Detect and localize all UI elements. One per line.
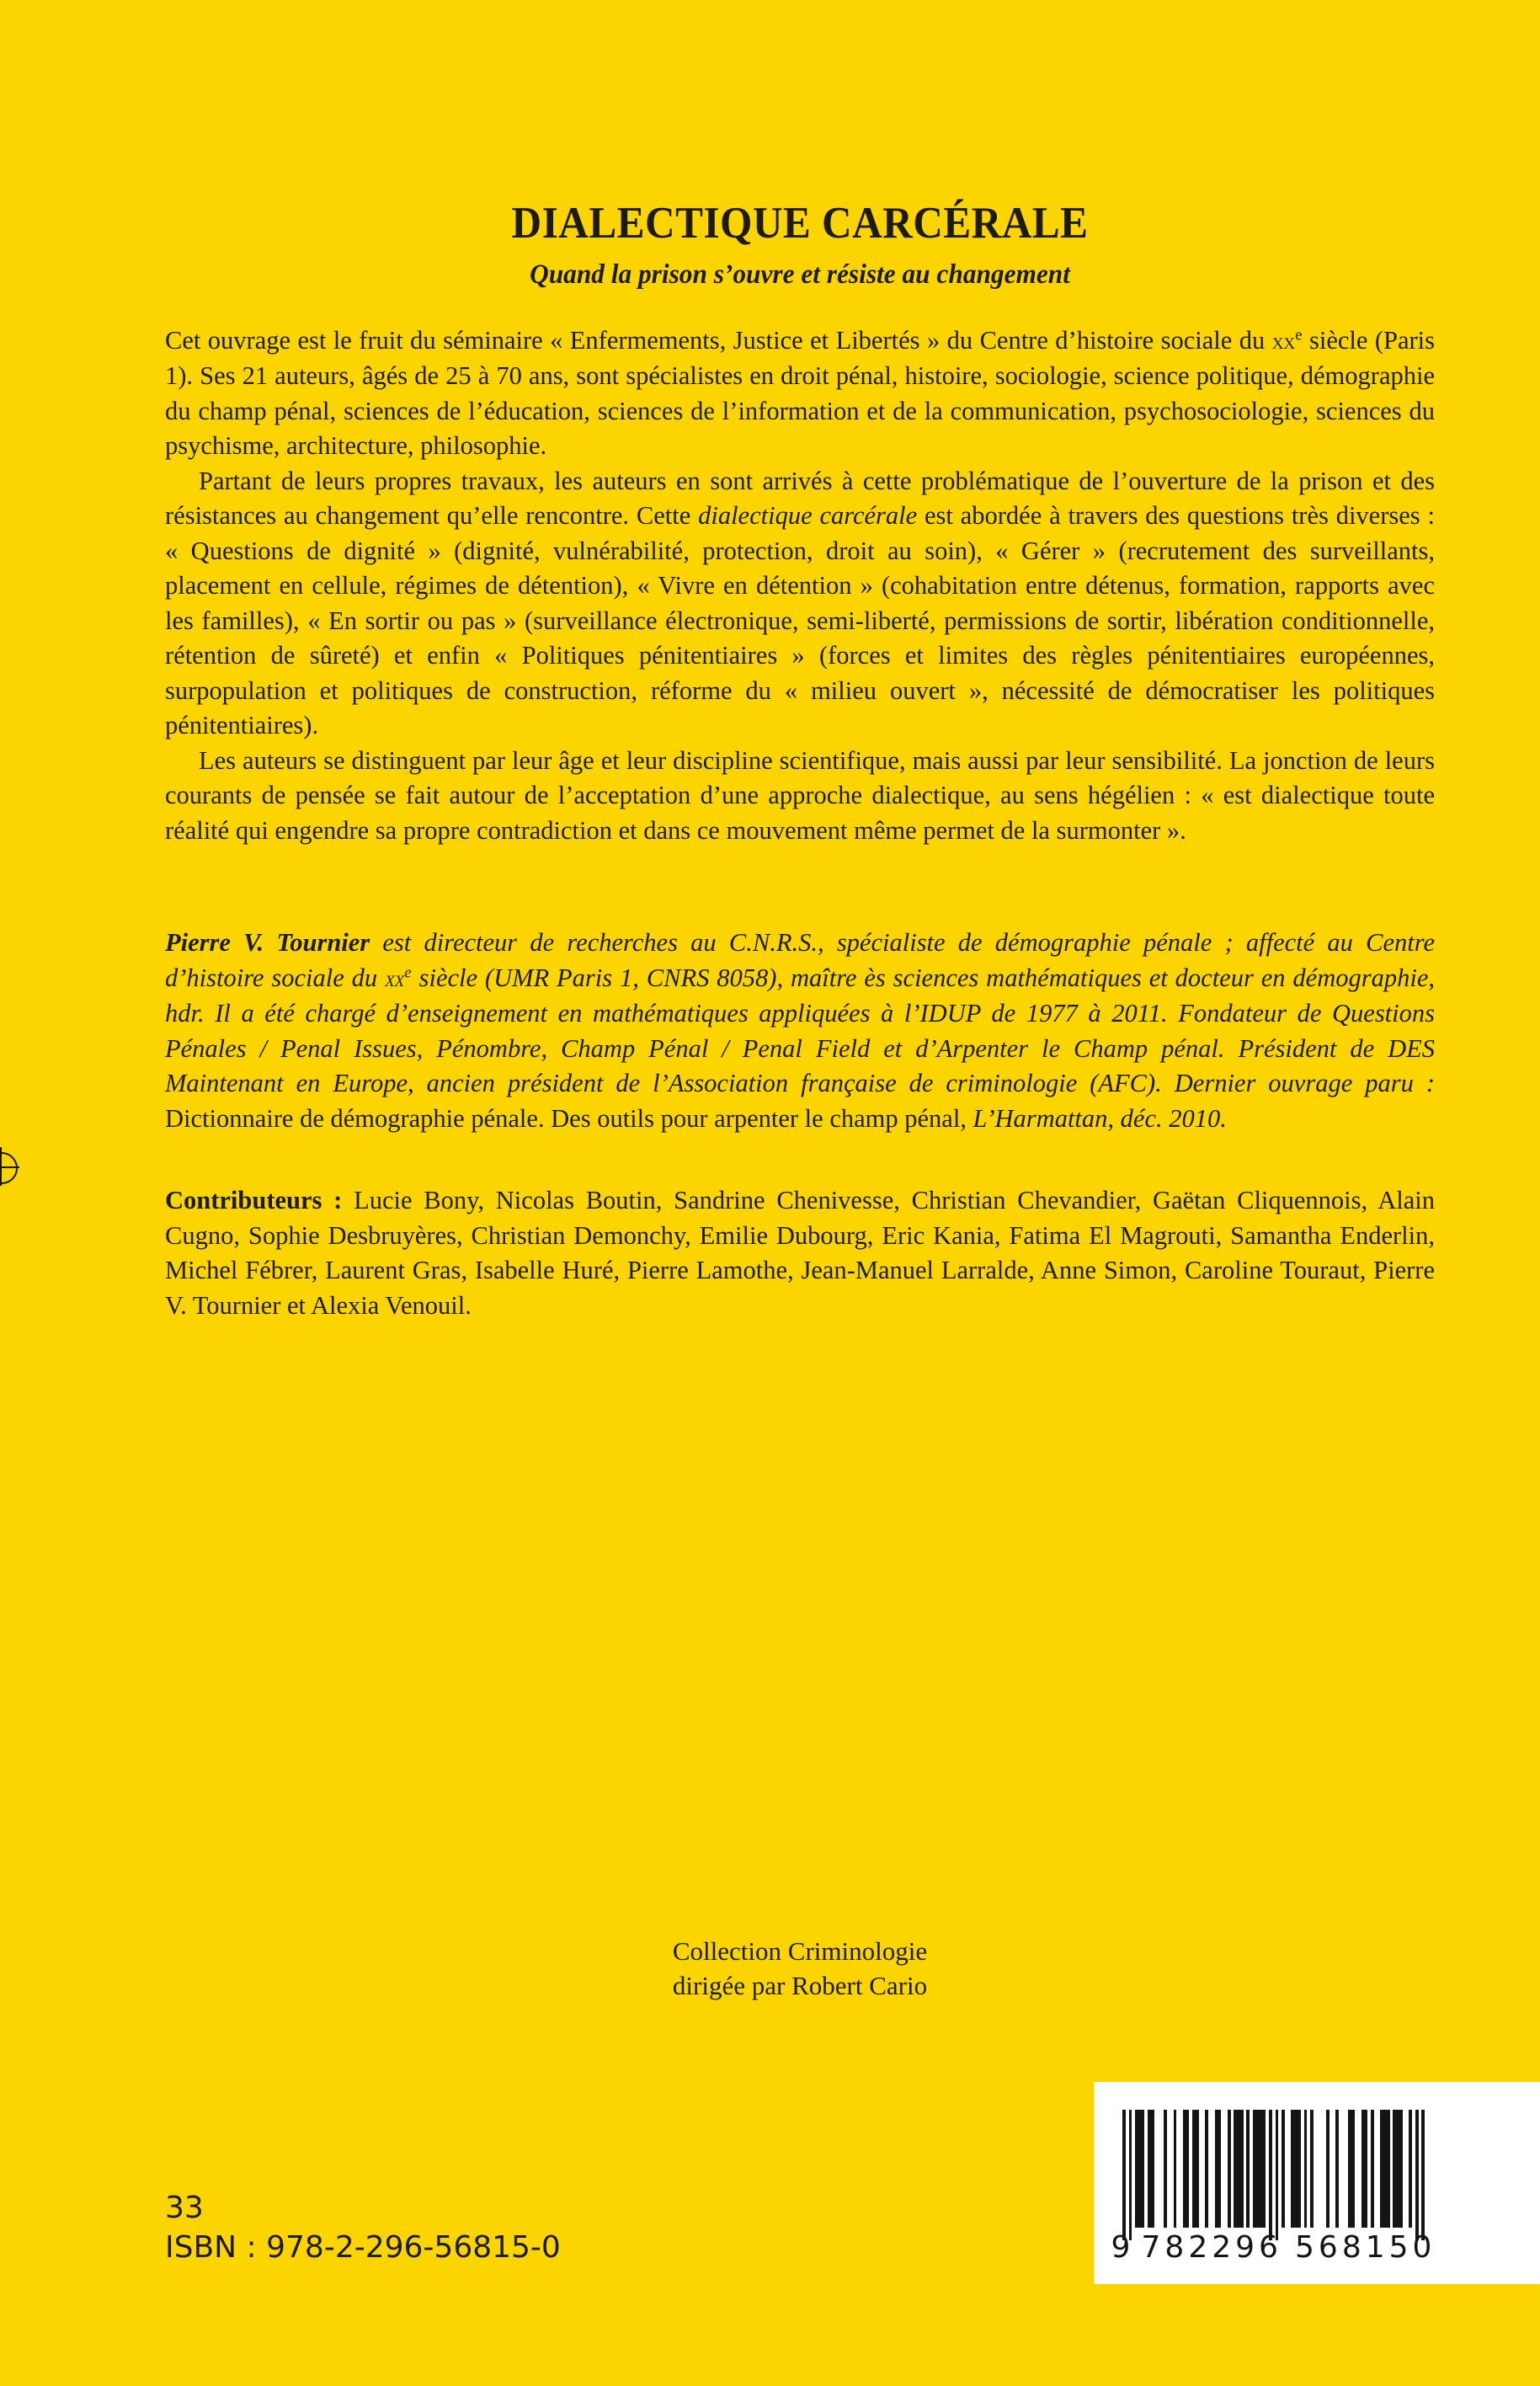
barcode-graphic <box>1111 2110 1436 2278</box>
barcode-digit-first: 9 <box>1111 2230 1132 2265</box>
barcode-bars <box>1122 2110 1425 2240</box>
blurb-paragraph-1 <box>165 323 1435 464</box>
cover-content-column <box>165 0 1436 2000</box>
ordinal-suffix: e <box>1295 326 1303 344</box>
author-bio-section <box>165 926 1435 1136</box>
blurb-p1-text-b: siècle (Paris 1). Ses 21 auteurs, âgés de 25 à 70 ans, sont spécialistes en droit pénal, histoire, sociologie, science politique, démographie du champ pénal, sciences de l’éducation, sciences de l’information et de la communication, psychosociologie, sciences du psychisme, architecture, philosophie. <box>165 325 1436 461</box>
blurb-paragraph-2 <box>165 464 1435 744</box>
blurb-p2-text-a: Partant de leurs propres travaux, les auteurs en sont arrivés à cette problématique de l’ouverture de la prison et des résistances au changement qu’elle rencontre. Cette <box>165 466 1435 531</box>
bio-text-c: , L’Harmattan, déc. 2010. <box>960 1103 1227 1133</box>
century-roman-numeral: xx <box>1271 328 1296 354</box>
blurb-paragraph-3: Les auteurs se distinguent par leur âge et leur discipline scientifique, mais aussi par leur sensibilité. La jonction de leurs courants de pensée se fait autour de l’acceptation d’une approche dialectique, au sens hégélien : « est dialectique toute réalité qui engendre sa propre contradiction et dans ce mouvement même permet de la surmonter ». <box>165 745 1435 845</box>
author-bio-paragraph <box>165 926 1435 1136</box>
barcode-panel <box>1094 2082 1540 2284</box>
blurb-section <box>165 323 1435 849</box>
title-block <box>165 0 1435 290</box>
bio-text-a: est directeur de recherches au C.N.R.S., spécialiste de démographie pénale ; affecté au Centre d’histoire sociale du <box>165 928 1435 992</box>
registration-mark-icon <box>0 1152 18 1184</box>
bio-ordinal-suffix: e <box>404 963 412 982</box>
collection-director: dirigée par Robert Cario <box>672 1971 928 2000</box>
isbn-value: ISBN : 978-2-296-56815-0 <box>165 2230 561 2265</box>
contributors-names: Lucie Bony, Nicolas Boutin, Sandrine Chenivesse, Christian Chevandier, Gaëtan Cliquennois, Alain Cugno, Sophie Desbruyères, Christian Demonchy, Emilie Dubourg, Eric Kania, Fatima El Magrouti, Samantha Enderlin, Michel Fébrer, Laurent Gras, Isabelle Huré, Pierre Lamothe, Jean-Manuel Larralde, Anne Simon, Caroline Touraut, Pierre V. Tournier et Alexia Venouil. <box>165 1186 1435 1320</box>
contributors-label: Contributeurs : <box>165 1186 343 1215</box>
price-value: 33 <box>165 2191 204 2225</box>
blurb-p2-text-b: est abordée à travers des questions très diverses : « Questions de dignité » (dignité, vulnérabilité, protection, droit au soin), « Gérer » (recrutement des surveillants, placement en cellule, régimes de détention), « Vivre en détention » (cohabitation entre détenus, formation, rapports avec les familles), « En sortir ou pas » (surveillance électronique, semi-liberté, permissions de sortir, libération conditionnelle, rétention de sûreté) et enfin « Politiques pénitentiaires » (forces et limites des règles pénitentiaires européennes, surpopulation et politiques de construction, réforme du « milieu ouvert », nécessité de démocratiser les politiques pénitentiaires). <box>165 501 1435 740</box>
blurb-emphasis-dialectique-carcerale: dialectique carcérale <box>698 501 918 531</box>
collection-name: Collection Criminologie <box>672 1936 928 1966</box>
collection-credit <box>165 1934 1435 2003</box>
bio-text-b: siècle (UMR Paris 1, CNRS 8058), maître ès sciences mathématiques et docteur en démographie, hdr. Il a été chargé d’enseignement en mathématiques appliquées à l’IDUP de 1977 à 2011. Fondateur de Questions Pénales / Penal Issues, Pénombre, Champ Pénal / Penal Field et d’Arpenter le Champ pénal. Président de DES Maintenant en Europe, ancien président de l’Association française de criminologie (AFC). Dernier ouvrage paru : <box>165 963 1435 1098</box>
contributors-paragraph <box>165 1183 1435 1323</box>
author-name: Pierre V. Tournier <box>165 928 370 958</box>
blurb-p1-text-a: Cet ouvrage est le fruit du séminaire « Enfermements, Justice et Libertés » du Centre d’histoire sociale du <box>165 325 1272 355</box>
barcode-group-left: 782296 <box>1141 2230 1282 2265</box>
barcode-group-right: 568150 <box>1295 2230 1436 2265</box>
bio-century-roman-numeral: xx <box>385 965 405 991</box>
bio-last-work-title: Dictionnaire de démographie pénale. Des outils pour arpenter le champ pénal <box>165 1103 961 1133</box>
barcode-digits <box>1107 2230 1442 2265</box>
book-subtitle: Quand la prison s’ouvre et résiste au changement <box>530 259 1070 290</box>
isbn-block <box>165 2188 561 2267</box>
contributors-section <box>165 1183 1435 1323</box>
book-title: DIALECTIQUE CARCÉRALE <box>511 199 1089 248</box>
